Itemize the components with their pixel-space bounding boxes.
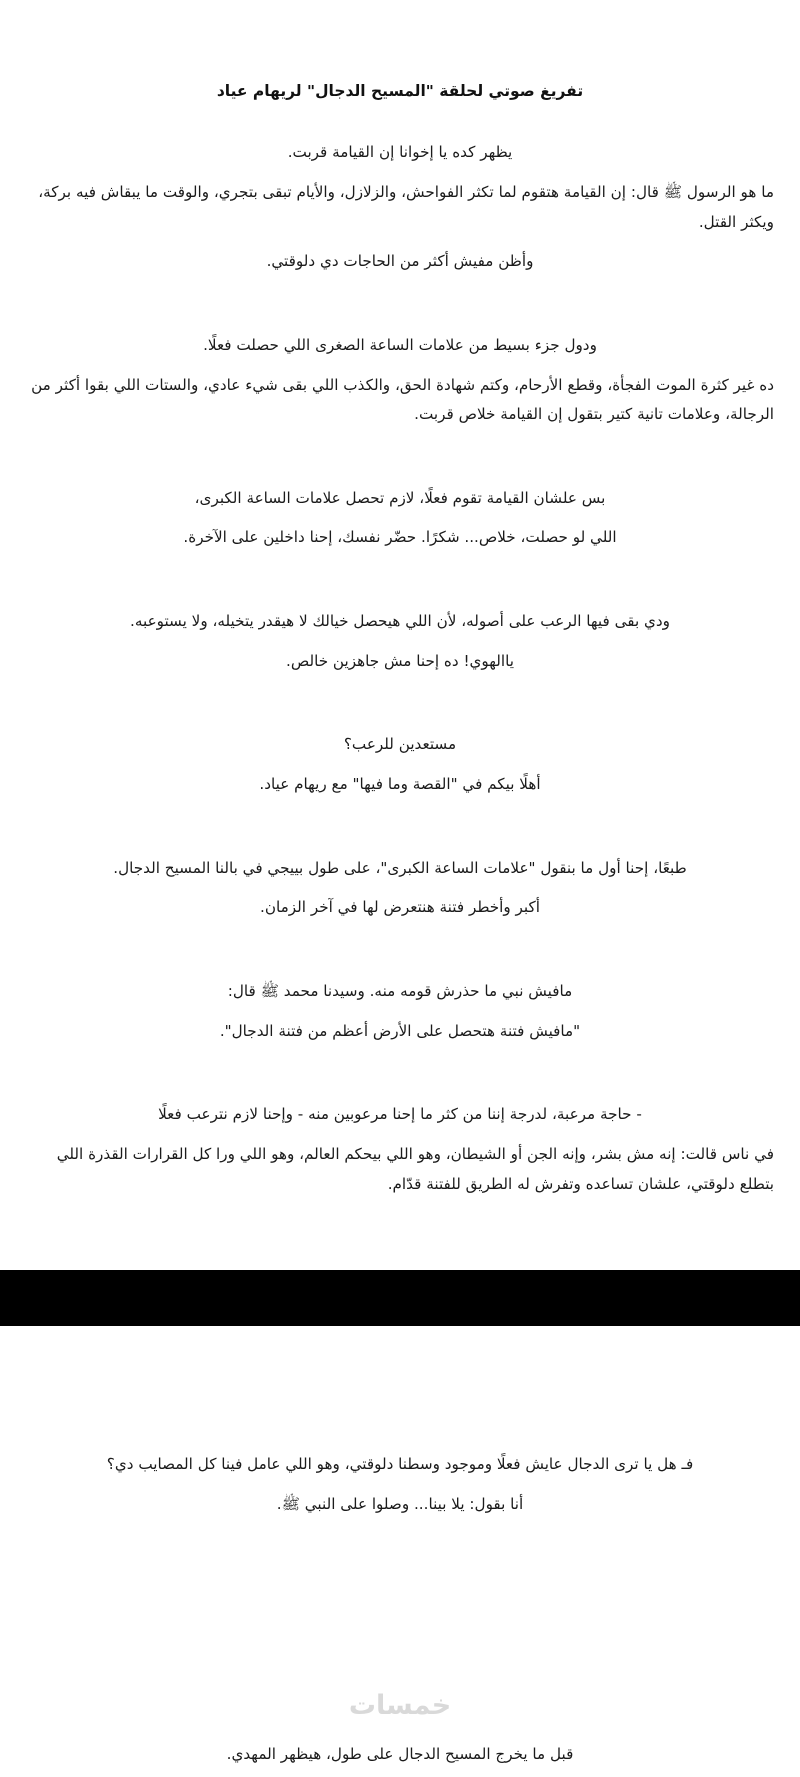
paragraph-group-4 [26, 607, 774, 676]
paragraph-line: وأظن مفيش أكثر من الحاجات دي دلوقتي. [266, 252, 534, 271]
paragraph-group-7 [26, 977, 774, 1046]
paragraph-line: قبل ما يخرج المسيح الدجال على طول، هيظهر المهدي. [226, 1745, 574, 1763]
paragraph-line: مستعدين للرعب؟ [343, 735, 457, 754]
paragraph-group-10 [0, 1740, 800, 1770]
paragraph-group-9 [0, 1450, 800, 1519]
document-body [0, 78, 800, 1199]
paragraph-line: أهلًا بيكم في "القصة وما فيها" مع ريهام عياد. [259, 775, 541, 794]
paragraph-group-1 [26, 138, 774, 277]
paragraph-line: طبعًا، إحنا أول ما بنقول "علامات الساعة الكبرى"، على طول بييجي في بالنا المسيح الدجال. [113, 858, 687, 877]
paragraph-line: - حاجة مرعبة، لدرجة إننا من كثر ما إحنا مرعوبين منه - وإحنا لازم نترعب فعلًا [158, 1105, 642, 1124]
paragraph-line: بس علشان القيامة تقوم فعلًا، لازم تحصل علامات الساعة الكبرى، [194, 488, 606, 507]
paragraph-group-3 [26, 484, 774, 553]
watermark-khamsat: خمسات [348, 1690, 452, 1721]
paragraph-line: "مافيش فتنة هتحصل على الأرض أعظم من فتنة الدجال". [219, 1021, 581, 1040]
paragraph-line: اللي لو حصلت، خلاص... شكرًا. حضّر نفسك، إحنا داخلين على الآخرة. [183, 528, 617, 547]
paragraph-line: أنا بقول: يلا بينا... وصلوا على النبي ﷺ. [276, 1494, 524, 1513]
paragraph-line: مافيش نبي ما حذرش قومه منه. وسيدنا محمد ﷺ قال: [227, 981, 573, 1000]
paragraph-line: فـ هل يا ترى الدجال عايش فعلًا وموجود وسطنا دلوقتي، وهو اللي عامل فينا كل المصايب دي؟ [106, 1455, 694, 1473]
paragraph-group-2 [26, 331, 774, 430]
paragraph-line: أكبر وأخطر فتنة هنتعرض لها في آخر الزمان. [260, 898, 540, 917]
paragraph-line: في ناس قالت: إنه مش بشر، وإنه الجن أو الشيطان، وهو اللي بيحكم العالم، وهو اللي ورا كل القرارات القذرة اللي بتطلع دلوقتي، علشان تساعده وتفرش له الطريق للفتنة قدّام. [56, 1144, 774, 1193]
paragraph-line: ودي بقى فيها الرعب على أصوله، لأن اللي هيحصل خيالك لا هيقدر يتخيله، ولا يستوعبه. [130, 612, 670, 631]
paragraph-group-8 [26, 1100, 774, 1199]
paragraph-line: ودول جزء بسيط من علامات الساعة الصغرى اللي حصلت فعلًا. [203, 335, 597, 354]
paragraph-line: ياالهوي! ده إحنا مش جاهزين خالص. [286, 651, 514, 670]
paragraph-line: ما هو الرسول ﷺ قال: إن القيامة هتقوم لما تكثر الفواحش، والزلازل، والأيام تبقى بتجري، والوقت ما يبقاش فيه بركة، ويكثر القتل. [38, 182, 774, 231]
paragraph-line: يظهر كده يا إخوانا إن القيامة قربت. [287, 143, 513, 162]
black-separator-bar [0, 1270, 800, 1326]
document-title: تفريغ صوتي لحلقة "المسيح الدجال" لريهام عياد [216, 82, 584, 100]
paragraph-line: ده غير كثرة الموت الفجأة، وقطع الأرحام، وكتم شهادة الحق، والكذب اللي بقى شيء عادي، والستات اللي بقوا أكثر من الرجالة، وعلامات تانية كتير بتقول إن القيامة خلاص قربت. [31, 375, 774, 424]
paragraph-group-6 [26, 854, 774, 923]
paragraph-group-5 [26, 730, 774, 799]
